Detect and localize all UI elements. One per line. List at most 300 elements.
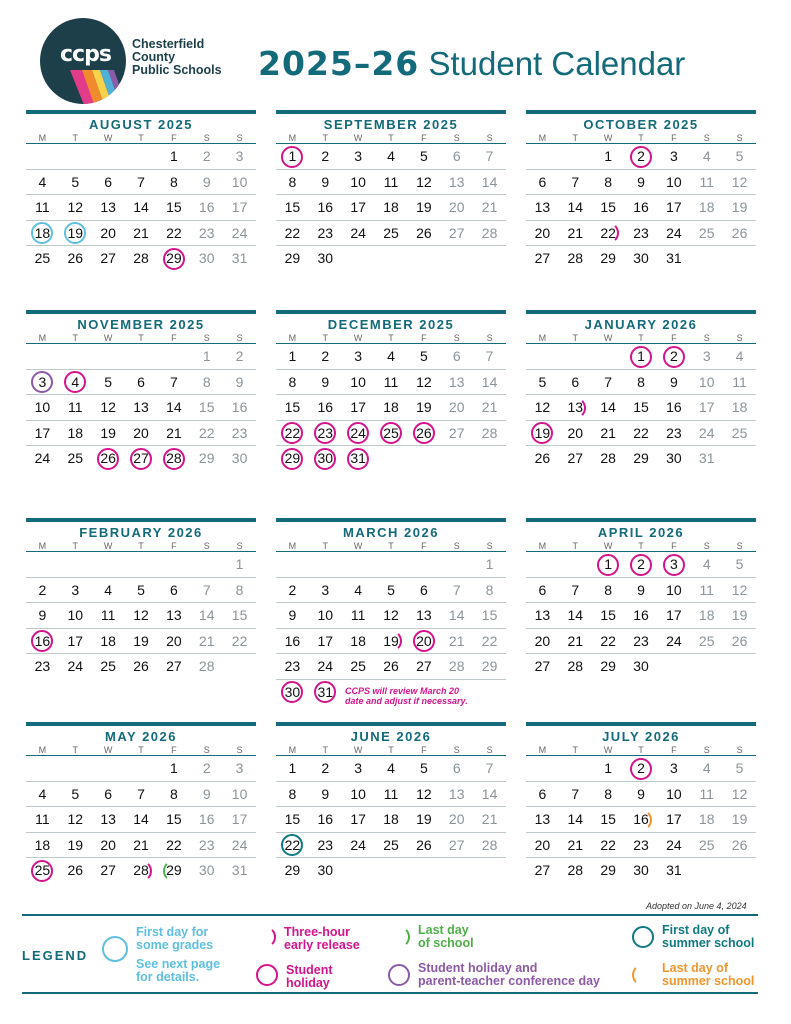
day-cell	[559, 603, 592, 628]
day-number: 6	[452, 348, 461, 364]
legend-summer-first-line-2: summer school	[662, 936, 755, 950]
day-number: 15	[600, 811, 616, 827]
day-number: 20	[448, 399, 465, 415]
day-number: 4	[702, 148, 711, 164]
week-row	[276, 807, 506, 833]
week-row	[276, 603, 506, 629]
month-bar	[526, 518, 756, 522]
org-name	[132, 38, 222, 77]
logo-text: ccps	[60, 42, 111, 67]
day-number: 12	[383, 607, 399, 623]
weekday-label: S	[203, 333, 210, 343]
day-number: 12	[731, 581, 748, 598]
day-number: 10	[666, 173, 682, 190]
day-number: 28	[481, 224, 498, 241]
day-number: 14	[448, 607, 465, 623]
weekday-label: S	[703, 745, 710, 755]
weekday-label: T	[72, 133, 79, 143]
page-title	[258, 44, 685, 83]
day-number: 23	[317, 836, 334, 853]
day-number: 8	[604, 785, 613, 802]
week-row	[526, 395, 756, 421]
weekday-header	[276, 744, 506, 756]
day-number: 17	[350, 399, 366, 415]
weekday-label: W	[603, 133, 613, 143]
day-number: 2	[637, 760, 645, 776]
day-number: 6	[452, 148, 461, 164]
day-cell	[342, 395, 375, 420]
day-cell	[625, 344, 658, 369]
month-10	[276, 722, 506, 884]
day-cell	[309, 603, 342, 628]
legend-early-line-2: early release	[284, 938, 360, 952]
day-number: 14	[567, 607, 584, 623]
day-cell	[375, 344, 408, 369]
day-number: 31	[666, 862, 682, 878]
day-number: 15	[231, 607, 248, 623]
day-number: 30	[633, 250, 649, 266]
empty-cell	[223, 654, 256, 680]
weekday-label: S	[453, 333, 460, 343]
day-number: 15	[166, 199, 182, 215]
weekday-label: T	[638, 333, 644, 343]
day-number: 2	[669, 348, 678, 364]
day-number: 12	[67, 199, 84, 215]
day-number: 4	[38, 785, 47, 802]
day-cell	[157, 654, 190, 680]
day-cell	[657, 858, 690, 884]
day-number: 22	[600, 632, 616, 649]
week-row	[526, 246, 756, 272]
day-cell	[625, 578, 658, 603]
day-number: 19	[133, 632, 149, 649]
day-cell	[690, 833, 723, 858]
empty-cell	[26, 144, 59, 169]
weekday-label: M	[538, 745, 547, 755]
day-cell	[125, 782, 158, 807]
day-cell	[276, 246, 309, 272]
day-cell	[92, 395, 125, 420]
day-number: 4	[354, 581, 363, 598]
day-number: 3	[38, 373, 47, 390]
day-cell	[342, 421, 375, 446]
day-cell	[473, 833, 506, 858]
day-cell	[125, 807, 158, 832]
weekday-label: S	[486, 133, 493, 143]
empty-cell	[440, 552, 473, 577]
day-number: 19	[731, 199, 748, 215]
day-cell	[690, 629, 723, 654]
day-number: 5	[419, 760, 428, 776]
day-number: 23	[666, 424, 682, 441]
day-number: 24	[666, 224, 682, 241]
day-number: 11	[699, 581, 714, 598]
day-cell	[657, 395, 690, 420]
day-number: 12	[731, 785, 748, 802]
day-number: 20	[166, 632, 182, 649]
day-cell	[592, 603, 625, 628]
day-cell	[59, 858, 92, 884]
day-number: 8	[169, 173, 178, 190]
day-cell	[440, 344, 473, 369]
weekday-label: S	[453, 541, 460, 551]
day-number: 3	[71, 581, 80, 598]
day-cell	[473, 370, 506, 395]
day-number: 3	[702, 348, 711, 364]
week-row	[276, 144, 506, 170]
month-name: NOVEMBER 2025	[77, 317, 205, 332]
day-number: 18	[100, 632, 116, 649]
last-day-arc-icon	[388, 926, 410, 948]
day-number: 27	[534, 862, 551, 878]
day-number: 19	[416, 811, 432, 827]
day-cell	[473, 654, 506, 679]
day-number: 16	[633, 199, 649, 215]
day-number: 10	[317, 607, 334, 623]
day-number: 25	[100, 658, 116, 674]
day-cell	[526, 246, 559, 272]
day-number: 23	[198, 224, 215, 241]
day-cell	[276, 170, 309, 195]
day-number: 19	[731, 607, 748, 623]
day-cell	[276, 578, 309, 603]
day-cell	[723, 221, 756, 246]
weekday-header	[26, 744, 256, 756]
day-number: 2	[202, 148, 211, 164]
day-cell	[190, 629, 223, 654]
legend	[22, 914, 758, 994]
day-number: 30	[633, 658, 649, 674]
day-cell	[276, 756, 309, 781]
empty-cell	[723, 446, 756, 472]
empty-cell	[309, 552, 342, 577]
day-cell	[592, 246, 625, 272]
empty-cell	[59, 344, 92, 369]
day-cell	[375, 833, 408, 858]
day-number: 27	[133, 450, 149, 466]
day-number: 13	[567, 399, 584, 415]
weekday-header	[526, 132, 756, 144]
day-cell	[526, 858, 559, 884]
day-number: 19	[416, 399, 432, 415]
day-number: 9	[321, 173, 330, 190]
empty-cell	[375, 858, 408, 884]
day-cell	[559, 395, 592, 420]
weekday-header	[26, 332, 256, 344]
day-cell	[625, 421, 658, 446]
day-number: 10	[34, 399, 51, 415]
day-number: 23	[34, 658, 51, 674]
day-cell	[592, 370, 625, 395]
day-number: 23	[284, 658, 301, 674]
day-number: 12	[416, 373, 432, 390]
day-number: 13	[133, 399, 149, 415]
day-cell	[723, 756, 756, 781]
day-cell	[125, 603, 158, 628]
day-number: 19	[383, 632, 399, 649]
week-row	[526, 221, 756, 247]
day-cell	[625, 246, 658, 272]
day-cell	[190, 858, 223, 884]
empty-cell	[723, 654, 756, 680]
day-cell	[473, 629, 506, 654]
day-cell	[407, 807, 440, 832]
day-cell	[407, 144, 440, 169]
legend-student-holiday	[286, 964, 333, 990]
day-cell	[559, 782, 592, 807]
day-number: 28	[481, 424, 498, 441]
day-number: 28	[600, 450, 616, 466]
day-number: 1	[235, 556, 244, 572]
day-cell	[59, 782, 92, 807]
day-number: 30	[284, 683, 301, 700]
day-number: 7	[571, 581, 580, 598]
day-number: 13	[448, 373, 465, 390]
day-cell	[440, 144, 473, 169]
day-cell	[190, 195, 223, 220]
day-number: 14	[567, 199, 584, 215]
empty-cell	[473, 680, 506, 706]
empty-cell	[657, 654, 690, 680]
day-number: 7	[452, 581, 461, 598]
day-number: 13	[100, 199, 116, 215]
weekday-label: F	[421, 133, 427, 143]
day-number: 2	[637, 556, 645, 572]
day-cell	[473, 756, 506, 781]
day-cell	[407, 603, 440, 628]
day-number: 16	[317, 199, 334, 215]
day-number: 17	[317, 632, 334, 649]
empty-cell	[723, 858, 756, 884]
day-number: 1	[288, 348, 297, 364]
day-cell	[342, 578, 375, 603]
legend-see-next-line-2: for details.	[136, 970, 200, 984]
day-cell	[657, 782, 690, 807]
day-number: 5	[735, 760, 744, 776]
empty-cell	[559, 756, 592, 781]
day-cell	[723, 395, 756, 420]
weekday-label: M	[288, 333, 297, 343]
day-number: 3	[235, 760, 244, 776]
day-cell	[223, 246, 256, 272]
day-cell	[375, 629, 408, 654]
empty-cell	[26, 756, 59, 781]
day-cell	[276, 421, 309, 446]
month-bar	[276, 722, 506, 726]
empty-cell	[473, 246, 506, 272]
empty-cell	[559, 344, 592, 369]
day-cell	[342, 370, 375, 395]
day-number: 5	[419, 148, 428, 164]
day-cell	[690, 421, 723, 446]
day-cell	[59, 370, 92, 395]
day-number: 30	[231, 450, 248, 466]
weekday-label: S	[486, 745, 493, 755]
day-number: 22	[284, 836, 301, 853]
day-cell	[157, 446, 190, 472]
empty-cell	[690, 858, 723, 884]
month-name: APRIL 2026	[597, 525, 685, 540]
week-row	[276, 395, 506, 421]
month-11	[526, 722, 756, 884]
day-cell	[375, 578, 408, 603]
day-number: 25	[731, 424, 748, 441]
day-cell	[657, 195, 690, 220]
day-cell	[309, 833, 342, 858]
day-cell	[342, 221, 375, 246]
day-number: 9	[202, 785, 211, 802]
day-number: 29	[633, 450, 649, 466]
day-cell	[690, 782, 723, 807]
weekday-label: T	[572, 333, 579, 343]
day-cell	[157, 782, 190, 807]
week-row	[26, 246, 256, 272]
day-cell	[157, 756, 190, 781]
weekday-label: W	[353, 745, 363, 755]
empty-cell	[407, 552, 440, 577]
month-bar	[276, 310, 506, 314]
day-number: 8	[288, 173, 297, 190]
day-cell	[723, 195, 756, 220]
legend-summer-first-line-1: First day of	[662, 923, 730, 937]
day-cell	[375, 807, 408, 832]
day-cell	[223, 629, 256, 654]
day-number: 26	[67, 250, 84, 266]
day-number: 15	[600, 199, 616, 215]
day-number: 24	[231, 224, 248, 241]
day-number: 28	[448, 658, 465, 674]
day-number: 12	[416, 173, 432, 190]
weekday-label: W	[603, 541, 613, 551]
day-cell	[440, 221, 473, 246]
day-number: 4	[104, 581, 113, 598]
empty-cell	[342, 858, 375, 884]
day-number: 12	[534, 399, 551, 415]
weekday-label: S	[236, 333, 243, 343]
day-number: 28	[481, 836, 498, 853]
day-number: 10	[67, 607, 84, 623]
day-number: 7	[137, 785, 145, 802]
weekday-label: T	[388, 541, 394, 551]
day-cell	[125, 421, 158, 446]
day-number: 21	[567, 632, 584, 649]
day-cell	[342, 756, 375, 781]
month-1	[276, 110, 506, 272]
empty-cell	[59, 144, 92, 169]
day-number: 15	[284, 199, 301, 215]
day-number: 2	[288, 581, 297, 598]
day-cell	[526, 629, 559, 654]
day-cell	[657, 246, 690, 272]
day-number: 16	[633, 607, 649, 623]
weekday-label: S	[736, 133, 743, 143]
day-number: 18	[731, 399, 748, 415]
weekday-label: T	[72, 745, 79, 755]
empty-cell	[473, 858, 506, 884]
weekday-label: F	[171, 745, 177, 755]
legend-last-day-line-2: of school	[418, 936, 474, 950]
weekday-header	[276, 332, 506, 344]
day-number: 29	[600, 658, 616, 674]
week-row	[526, 782, 756, 808]
day-cell	[657, 807, 690, 832]
day-cell	[59, 603, 92, 628]
weekday-label: W	[353, 133, 363, 143]
day-cell	[92, 578, 125, 603]
day-number: 24	[350, 836, 366, 853]
day-cell	[342, 782, 375, 807]
day-cell	[592, 654, 625, 680]
weekday-label: T	[638, 745, 644, 755]
day-number: 8	[169, 785, 178, 802]
day-number: 30	[666, 450, 682, 466]
day-cell	[473, 395, 506, 420]
day-cell	[276, 144, 309, 169]
day-number: 17	[666, 607, 682, 623]
day-cell	[375, 221, 408, 246]
day-number: 25	[698, 224, 715, 241]
empty-cell	[473, 446, 506, 472]
day-cell	[157, 170, 190, 195]
day-cell	[625, 395, 658, 420]
day-cell	[276, 446, 309, 472]
empty-cell	[440, 246, 473, 272]
day-cell	[559, 246, 592, 272]
day-cell	[723, 344, 756, 369]
week-row	[26, 552, 256, 578]
day-cell	[657, 833, 690, 858]
weekday-label: T	[138, 333, 144, 343]
day-number: 18	[350, 632, 366, 649]
day-number: 16	[198, 199, 215, 215]
day-cell	[592, 195, 625, 220]
day-cell	[625, 833, 658, 858]
day-cell	[592, 395, 625, 420]
day-cell	[59, 195, 92, 220]
day-cell	[526, 370, 559, 395]
day-cell	[157, 221, 190, 246]
day-number: 5	[104, 373, 113, 390]
day-number: 16	[666, 399, 682, 415]
day-number: 31	[231, 862, 248, 878]
day-cell	[92, 421, 125, 446]
day-cell	[309, 344, 342, 369]
week-row	[276, 833, 506, 859]
week-row	[26, 421, 256, 447]
day-cell	[440, 370, 473, 395]
day-number: 7	[485, 760, 494, 776]
day-cell	[375, 395, 408, 420]
day-cell	[375, 782, 408, 807]
day-cell	[690, 170, 723, 195]
month-bar	[26, 310, 256, 314]
month-2	[526, 110, 756, 272]
day-number: 21	[567, 836, 584, 853]
day-cell	[26, 629, 59, 654]
day-number: 29	[166, 862, 182, 878]
day-number: 20	[448, 811, 465, 827]
day-cell	[26, 446, 59, 472]
day-number: 11	[68, 399, 83, 415]
legend-early-release	[284, 926, 360, 952]
weekday-label: T	[638, 541, 644, 551]
day-number: 29	[284, 250, 301, 266]
weekday-label: F	[671, 541, 677, 551]
day-cell	[157, 395, 190, 420]
day-number: 27	[448, 224, 465, 241]
day-number: 13	[534, 811, 551, 827]
empty-cell	[526, 756, 559, 781]
